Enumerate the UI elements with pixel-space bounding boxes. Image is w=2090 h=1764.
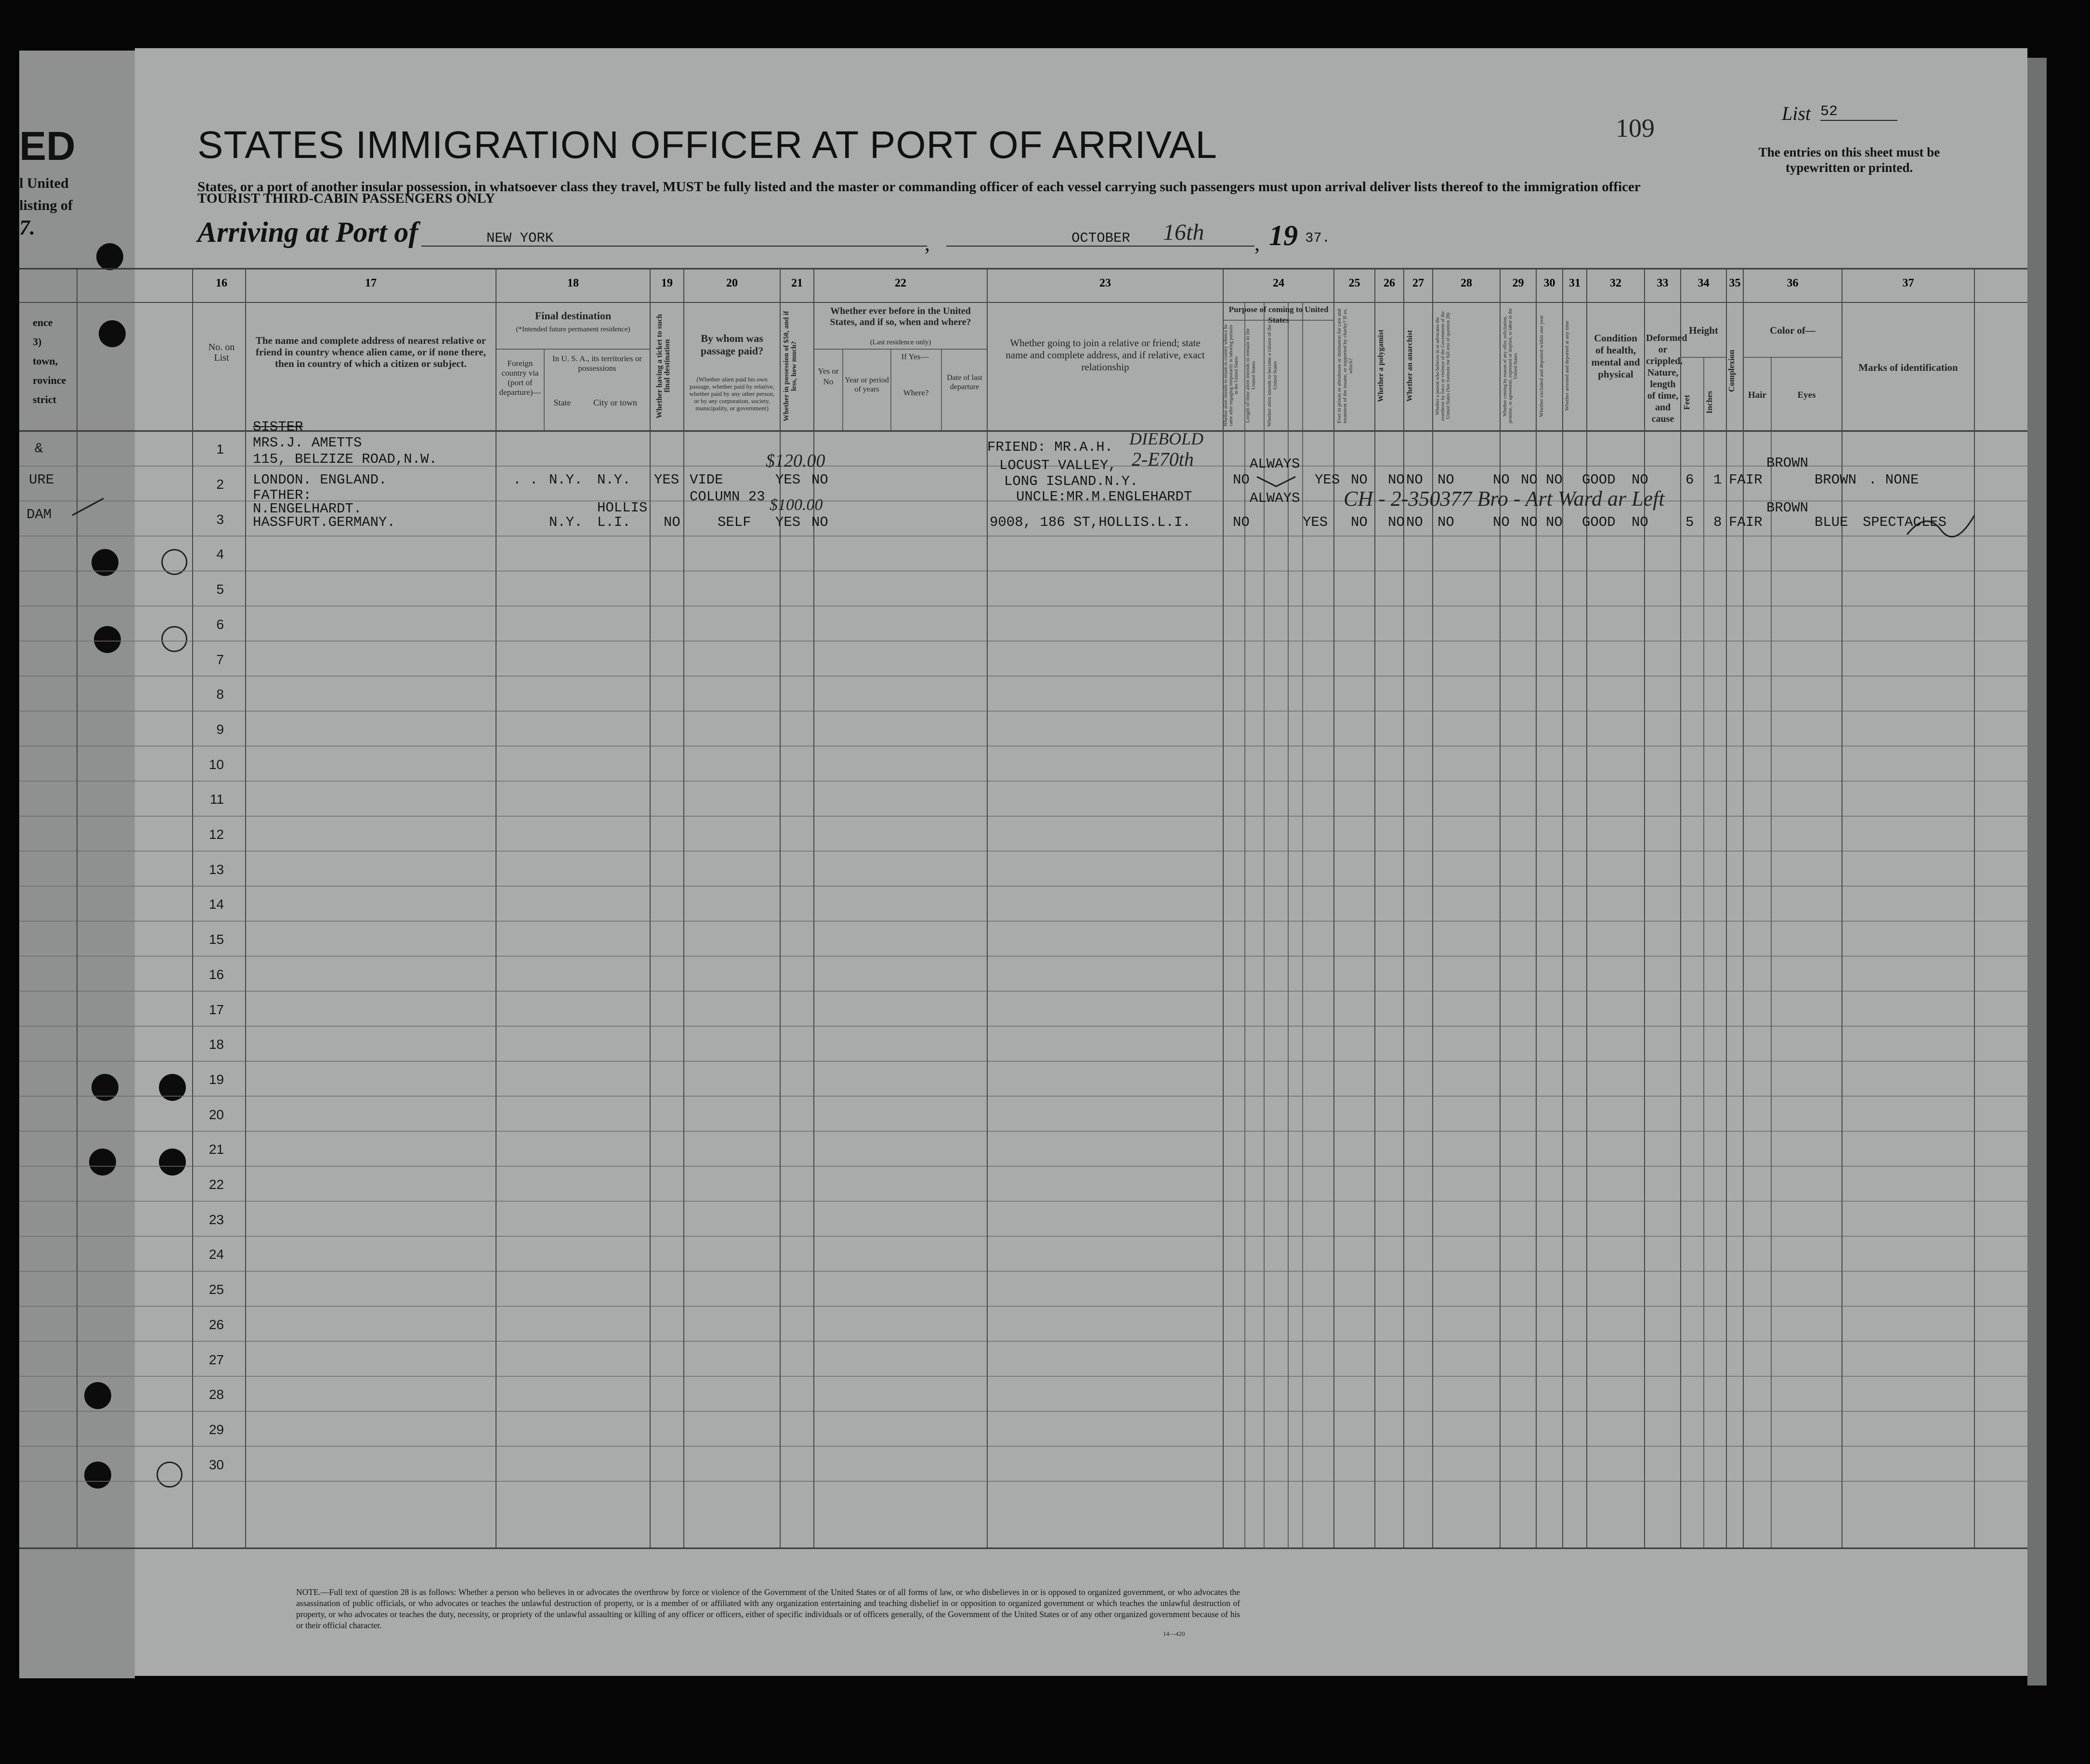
relative-name: N.ENGELHARDT. — [253, 501, 362, 517]
left-fragment-line: listing of — [19, 197, 73, 213]
column-number: 34 — [1698, 277, 1710, 289]
money: YES — [775, 514, 801, 530]
hair: BROWN — [1766, 500, 1809, 516]
hair: BROWN — [1766, 455, 1809, 471]
relative-city: HASSFURT.GERMANY. — [253, 514, 395, 530]
col18-state: State — [553, 398, 571, 407]
row-number: 24 — [209, 1247, 224, 1262]
col24-b-text: Length of time alien intends to remain in the United States — [1245, 328, 1256, 423]
paid-by: COLUMN 23 — [690, 489, 765, 505]
col19-header-text: Whether having a ticket to such final destination — [655, 314, 671, 418]
row-number: 26 — [209, 1317, 224, 1332]
join-line: LONG ISLAND.N.Y. — [1004, 473, 1138, 489]
left-header-line: ence — [33, 316, 53, 328]
column-number: 20 — [726, 277, 738, 289]
column-number: 30 — [1543, 277, 1555, 289]
money-amount: $100.00 — [770, 496, 823, 514]
row-number: 3 — [216, 511, 224, 527]
return: NO — [1233, 514, 1250, 530]
col20-title: By whom was passage paid? — [700, 332, 764, 357]
height-inches: 8 — [1713, 514, 1722, 530]
day-value: 16th — [1163, 220, 1204, 245]
year-suffix: 37. — [1305, 230, 1331, 246]
been-before: NO — [811, 472, 828, 488]
col22-title: Whether ever before in the United States, and if so, when and where? — [830, 306, 971, 327]
left-fragment-title: ED — [19, 123, 76, 169]
money-amount: $120.00 — [766, 451, 825, 471]
row-number: 22 — [209, 1177, 224, 1192]
comma: , — [1254, 232, 1260, 255]
ticket: YES — [654, 472, 679, 488]
column-number: 27 — [1412, 277, 1424, 289]
comma: , — [925, 232, 930, 255]
row-number: 23 — [209, 1212, 224, 1227]
year-prefix: 19 — [1269, 220, 1298, 251]
col17-header: The name and complete address of nearest relative or friend in country whence alien came, or if none there, then in country of which a citizen or subject. — [255, 335, 486, 369]
column-number: 21 — [791, 277, 803, 289]
col36-title: Color of— — [1770, 325, 1816, 336]
col22-where: Where? — [903, 388, 929, 397]
left-row-text: & — [35, 441, 43, 457]
row-number: 28 — [209, 1387, 224, 1402]
row-number: 20 — [209, 1107, 224, 1122]
column-number: 25 — [1348, 277, 1360, 289]
left-header-line: town, — [33, 355, 58, 367]
dest-city: N.Y. — [597, 472, 631, 488]
row-number: 30 — [209, 1457, 224, 1472]
join-line: LOCUST VALLEY, — [999, 457, 1117, 473]
row-number: 19 — [209, 1071, 224, 1087]
col31-header-text: Whether arrested and deported at any time — [1564, 321, 1570, 411]
row-number: 15 — [209, 932, 224, 947]
col22-ifyes: If Yes— — [901, 352, 929, 361]
column-number: 36 — [1787, 277, 1799, 289]
column-number: 22 — [895, 277, 906, 289]
col29-header-text: Whether coming by reason of any offer, solicitation, promise, or agreement, expressed or implied, to labor in the United States — [1502, 308, 1518, 424]
citizen: YES — [1315, 472, 1340, 488]
handwritten-annotation: CH - 2-350377 Bro - Art Ward ar Left — [1344, 487, 1665, 510]
money: YES — [775, 472, 801, 488]
marks: . NONE — [1868, 472, 1919, 488]
pencil-mark — [1257, 477, 1295, 486]
row-number: 12 — [209, 827, 224, 842]
relative-relationship: SISTER — [253, 419, 303, 435]
col35-header-text: Complexion — [1727, 350, 1736, 392]
deformed: NO — [1632, 472, 1648, 488]
row-number: 16 — [209, 967, 224, 982]
col18-foreign: Foreign country via (port of departure)— — [499, 359, 541, 397]
height-feet: 6 — [1685, 472, 1694, 488]
column-number: 35 — [1729, 277, 1741, 289]
col28-header-text: Whether a person who believes in or advocates the overthrow by force or violence of the Government of the United States (See footnote for full text of question 28) — [1435, 311, 1451, 421]
column-number: 17 — [365, 277, 377, 289]
relative-name: MRS.J. AMETTS — [253, 435, 362, 451]
return: NO — [1233, 472, 1250, 488]
row-number: 13 — [209, 862, 224, 877]
row-number: 5 — [216, 582, 224, 597]
join-line: UNCLE:MR.M.ENGLEHARDT — [1016, 489, 1192, 505]
column-number: 32 — [1610, 277, 1621, 289]
left-header-line: rovince — [33, 374, 66, 386]
length: ALWAYS — [1250, 490, 1300, 506]
column-number: 26 — [1384, 277, 1395, 289]
form-number: 14—420 — [1163, 1630, 1185, 1637]
join-hand: DIEBOLD — [1129, 429, 1203, 448]
left-row-text: URE — [29, 472, 54, 488]
row-number: 14 — [209, 897, 224, 912]
dest-city: L.I. — [597, 514, 631, 530]
col34-title: Height — [1689, 325, 1718, 336]
eyes: BROWN — [1815, 472, 1857, 488]
class-line: TOURIST THIRD-CABIN PASSENGERS ONLY — [197, 191, 496, 206]
q30: NO — [1521, 514, 1538, 530]
prison: NO — [1351, 472, 1368, 488]
col24-c-text: Whether alien intends to become a citizen of the United States — [1267, 324, 1278, 427]
row-number: 17 — [209, 1002, 224, 1017]
q29: NO — [1493, 514, 1510, 530]
height-feet: 5 — [1685, 514, 1694, 530]
row-number: 7 — [216, 652, 224, 667]
col34-inches-text: Inches — [1705, 391, 1714, 414]
row-number: 21 — [209, 1142, 224, 1157]
health: GOOD — [1582, 514, 1616, 530]
join-line: FRIEND: MR.A.H. — [987, 439, 1113, 455]
col18-note: (*Intended future permanent residence) — [516, 326, 630, 333]
left-row-text: DAM — [26, 507, 52, 523]
page-subtitle: States, or a port of another insular possession, in whatsoever class they travel, MUST be fully listed and the master or commanding officer of each vessel carrying such passengers must upon arrival deliver lists thereof to the immigration officer — [197, 179, 1641, 195]
row-number: 6 — [216, 616, 224, 632]
row-number: 1 — [216, 442, 224, 457]
column-number: 24 — [1273, 277, 1284, 289]
row-number: 27 — [209, 1352, 224, 1367]
page-number: 109 — [1616, 114, 1655, 143]
q31: NO — [1546, 514, 1563, 530]
arriving-label: Arriving at Port of — [197, 216, 418, 248]
port-value: NEW YORK — [486, 230, 554, 246]
column-number: 19 — [661, 277, 673, 289]
complexion: FAIR — [1729, 472, 1763, 488]
column-number: 29 — [1512, 277, 1524, 289]
height-inches: 1 — [1713, 472, 1722, 488]
col25-header-text: Ever in prison or almshouse or institution for care and treatment of the insane, or supported by charity? If so, which? — [1336, 308, 1354, 424]
anarchist: NO — [1406, 472, 1423, 488]
col36-eyes: Eyes — [1797, 390, 1816, 400]
join-line: 9008, 186 ST,HOLLIS.L.I. — [990, 514, 1191, 530]
row-number: 29 — [209, 1422, 224, 1437]
column-number: 31 — [1569, 277, 1581, 289]
left-fragment-line: l United — [19, 175, 69, 191]
row-number: 10 — [209, 757, 224, 772]
join-hand: 2-E70th — [1132, 448, 1194, 470]
anarchist: NO — [1406, 514, 1423, 530]
col36-hair: Hair — [1748, 390, 1766, 400]
col21-header-text: Whether in possession of $50, and if less, how much? — [783, 311, 798, 421]
row-number: 25 — [209, 1282, 224, 1297]
polygamist: NO — [1388, 472, 1405, 488]
col27-header-text: Whether an anarchist — [1406, 330, 1414, 402]
month-value: OCTOBER — [1071, 230, 1130, 246]
col30-header-text: Whether excluded and deported within one year — [1539, 315, 1544, 417]
q30: NO — [1521, 472, 1538, 488]
polygamist: NO — [1388, 514, 1405, 530]
foreign-port: . . — [513, 472, 538, 488]
paid-by: VIDE — [690, 472, 723, 488]
ticket: NO — [664, 514, 680, 530]
pencil-mark — [1907, 515, 1974, 537]
paid-by: SELF — [718, 514, 751, 530]
prison: NO — [1351, 514, 1368, 530]
relative-address: 115, BELZIZE ROAD,N.W. — [253, 451, 437, 467]
dest-state: N.Y. — [549, 472, 583, 488]
eyes: BLUE — [1815, 514, 1848, 530]
row-number: 2 — [216, 477, 224, 492]
dest-city: HOLLIS — [597, 500, 648, 516]
left-header-line: strict — [33, 393, 56, 405]
left-fragment-line: 7. — [19, 216, 35, 239]
col20-note: (Whether alien paid his own passage, whether paid by relative, whether paid by any other person, or by any corporation, society, municipality, or government) — [689, 376, 775, 412]
row-number: 4 — [216, 547, 224, 562]
col32-header: Condition of health, mental and physical — [1591, 332, 1640, 380]
list-number: 52 — [1820, 104, 1897, 121]
column-number: 16 — [216, 277, 227, 289]
list-label: List — [1782, 103, 1811, 124]
q29: NO — [1493, 472, 1510, 488]
col22-year: Year or period of years — [845, 376, 889, 393]
column-number: 33 — [1657, 277, 1669, 289]
col23-header: Whether going to join a relative or friend; state name and complete address, and if relative, exact relationship — [1006, 337, 1205, 373]
length: ALWAYS — [1250, 456, 1300, 472]
citizen: YES — [1303, 514, 1328, 530]
q31: NO — [1546, 472, 1563, 488]
page-title: STATES IMMIGRATION OFFICER AT PORT OF ARRIVAL — [197, 123, 1217, 166]
column-number: 23 — [1099, 277, 1111, 289]
column-number: 28 — [1461, 277, 1472, 289]
relative-relationship: FATHER: — [253, 487, 312, 503]
row-number: 9 — [216, 721, 224, 737]
col22-date: Date of last departure — [947, 374, 982, 391]
complexion: FAIR — [1729, 514, 1763, 530]
deformed: NO — [1632, 514, 1648, 530]
row-number: 11 — [209, 792, 224, 807]
relative-city: LONDON. ENGLAND. — [253, 472, 387, 488]
sheet-instructions: The entries on this sheet must be typewritten or printed. — [1758, 145, 1940, 175]
col22-note: (Last residence only) — [870, 339, 931, 346]
marks: SPECTACLES — [1863, 514, 1947, 530]
pencil-mark — [72, 498, 104, 515]
col33-header: Deformed or crippled. Nature, length of time, and cause — [1646, 333, 1687, 424]
col16-header: No. on List — [208, 342, 235, 363]
health: GOOD — [1582, 472, 1616, 488]
footnote: NOTE.—Full text of question 28 is as follows: Whether a person who believes in or advocates the overthrow by force or violence of the Government of the United States or of all forms of law, or who disbelieves in or is opposed to organized government, or who advocates the assassination of public officials, or who advocates or teaches the unlawful destruction of property, or is a member of or affiliated with any organization entertaining and teaching disbelief in or opposition to organized government or which teaches the unlawful destruction of property, or who advocates or teaches the duty, necessity, or propriety of the unlawful assaulting or killing of any officer or officers, either of specific individuals or of officers generally, of the Government of the United States or of any other organized government because of his or their official character. — [296, 1587, 1240, 1630]
dest-state: N.Y. — [549, 514, 583, 530]
col24-title: Purpose of coming to United States — [1228, 305, 1329, 325]
row-number: 8 — [216, 687, 224, 702]
col18-title: Final destination — [535, 310, 612, 322]
q28: NO — [1437, 472, 1454, 488]
col24-a-text: Whether alien intends to return to country whence he came after engaging temporarily in laboring pursuits in the United States — [1223, 324, 1239, 427]
col34-feet-text: Feet — [1682, 394, 1691, 410]
col26-header-text: Whether a polygamist — [1377, 329, 1385, 403]
col18-city: City or town — [593, 398, 637, 407]
col22-yesno: Yes or No — [818, 366, 839, 386]
row-number: 18 — [209, 1037, 224, 1052]
col37-header: Marks of identification — [1858, 362, 1958, 373]
col18-usa: In U. S. A., its territories or possessions — [552, 354, 642, 373]
q28: NO — [1437, 514, 1454, 530]
column-number: 37 — [1902, 277, 1914, 289]
left-header-line: 3) — [33, 336, 42, 348]
column-number: 18 — [567, 277, 579, 289]
been-before: NO — [811, 514, 828, 530]
